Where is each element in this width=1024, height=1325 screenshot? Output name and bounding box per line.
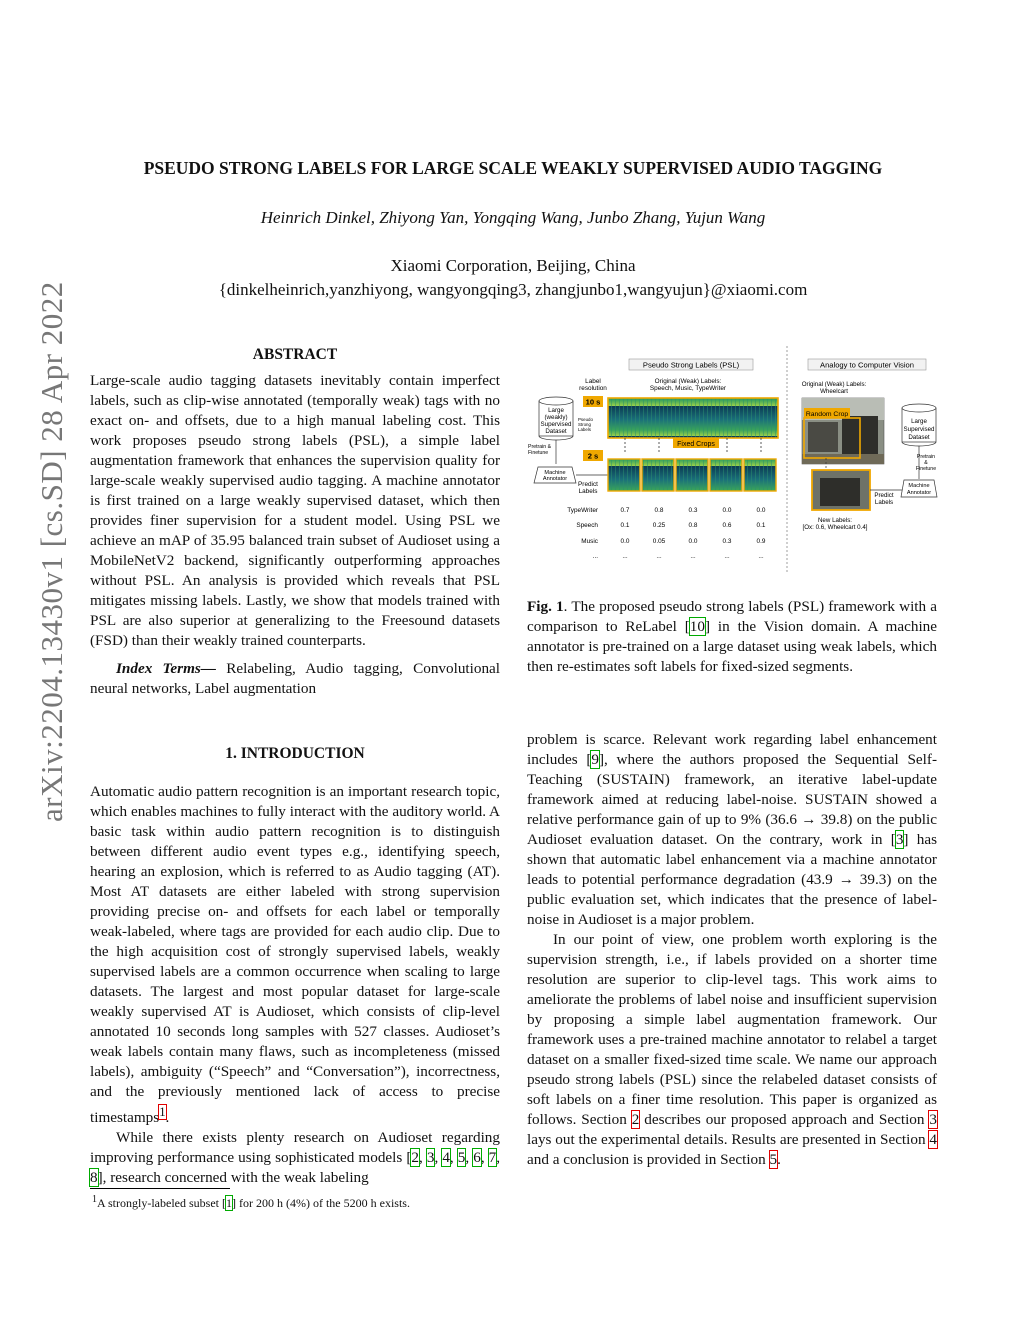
citation-link[interactable]: 9: [591, 751, 599, 768]
label-resolution-line-1: Label: [585, 378, 601, 385]
table-cell: 0.8: [688, 522, 698, 529]
table-cell: 0.1: [620, 522, 630, 529]
right-p2-a: In our point of view, one problem worth exploring is the supervision strength, i.e., if labels provided on a shorter time resolution are superior to clip-level tags. This work aims to ameliorate the problems of label noise and insufficient supervision by proposing a simple label augmentation framework. Our framework uses a pre-trained machine annotator to relabel a target dataset on a smaller fixed-sized time scale. We name our approach pseudo strong labels (PSL) since the relabeled dataset consists of soft labels on a finer time resolution. This paper is organized as follows. Section: [527, 931, 937, 1128]
new-labels-line-2: [Ox: 0.6, Wheelcart 0.4]: [802, 524, 868, 531]
right-p1-b: ], where the authors proposed the Sequential Self-Teaching (SUSTAIN) framework, an iterative label-update framework aimed at reducing label-noise. SUSTAIN showed a relative performance gain of up to 9% (36.6 → 39.8) on the public Audioset evaluation dataset. On the contrary, work in [: [527, 751, 938, 848]
pseudo-strong-line-1: Pseudo: [578, 417, 593, 422]
pretrain-left-line-2: Finetune: [528, 450, 549, 456]
index-terms: [90, 659, 500, 699]
right-column-body: [527, 730, 937, 1170]
paper-title: PSEUDO STRONG LABELS FOR LARGE SCALE WEAKLY SUPERVISED AUDIO TAGGING: [143, 158, 883, 178]
table-cell: 0.25: [652, 522, 666, 529]
section-link[interactable]: 2: [631, 1111, 640, 1128]
pretrain-left-line-1: Pretrain &: [528, 444, 552, 450]
citation-link[interactable]: 2: [411, 1149, 419, 1167]
soft-label-table: [567, 507, 766, 560]
arxiv-identifier: arXiv:2204.13430v1 [cs.SD] 28 Apr 2022: [34, 281, 69, 822]
citation-link[interactable]: 4: [442, 1149, 450, 1167]
abstract-body: [90, 371, 500, 699]
predict-left-line-2: Labels: [578, 488, 598, 495]
citation-link[interactable]: 8: [90, 1169, 98, 1187]
spectrogram-full: [608, 398, 778, 438]
table-cell: 0.3: [722, 538, 732, 545]
table-cell: ...: [690, 553, 696, 560]
authors: Heinrich Dinkel, Zhiyong Yan, Yongqing Wang, Junbo Zhang, Yujun Wang: [260, 208, 766, 227]
right-p2-d: and a conclusion is provided in Section: [527, 1151, 770, 1168]
table-cell: 0.0: [688, 538, 698, 545]
table-cell: ...: [758, 553, 764, 560]
table-cell: 0.7: [620, 507, 630, 514]
intro-body: [90, 782, 500, 1188]
predict-right-line-1: Predict: [874, 492, 894, 499]
table-row-label: Music: [581, 538, 598, 545]
footnote-link[interactable]: 1: [159, 1105, 166, 1119]
orig-labels-line-1: Original (Weak) Labels:: [654, 378, 722, 385]
pretrain-right-line-3: Finetune: [915, 466, 937, 472]
table-cell: ...: [724, 553, 730, 560]
predict-left-line-1: Predict: [578, 481, 598, 488]
section-link[interactable]: 5: [769, 1151, 778, 1168]
photo-crop: [812, 470, 870, 510]
citation-link[interactable]: 10: [689, 618, 705, 635]
psl-title: Pseudo Strong Labels (PSL): [642, 360, 740, 370]
footnote-rule: [90, 1188, 230, 1189]
citation-link[interactable]: 7: [488, 1149, 497, 1167]
table-cell: ...: [622, 553, 628, 560]
table-row-label: Speech: [576, 522, 598, 529]
large-dataset-line-3: Supervised: [540, 421, 572, 428]
section-link[interactable]: 3: [929, 1111, 937, 1128]
pretrain-right-line-2: &: [924, 460, 928, 466]
large-dataset-line-1: Large: [548, 407, 564, 414]
footnote: [92, 1194, 502, 1211]
machine-left-line-2: Annotator: [542, 476, 568, 482]
table-cell: 0.0: [756, 507, 766, 514]
machine-right-line-1: Machine: [908, 483, 930, 489]
machine-left-line-1: Machine: [544, 470, 566, 476]
caption-text-b: ] in the Vision domain. A machine annotator is pre-trained on a large dataset using weak labels, which then re-estimates soft labels for fixed-sized segments.: [527, 618, 937, 675]
table-cell: 0.9: [756, 538, 766, 545]
footnote-text-b: ] for 200 h (4%) of the 5200 h exists.: [231, 1196, 410, 1210]
citation-link[interactable]: 6: [473, 1149, 481, 1167]
pretrain-right-line-1: Pretrain: [916, 454, 936, 460]
orig-labels-line-2: Speech, Music, TypeWriter: [649, 385, 727, 392]
intro-p2-text-a: While there exists plenty research on Audioset regarding improving performance using sophisticated models [: [90, 1129, 500, 1167]
orig-cv-line-1: Original (Weak) Labels:: [801, 381, 867, 388]
citation-link[interactable]: 1: [225, 1196, 232, 1210]
new-labels-line-1: New Labels:: [817, 517, 853, 524]
affiliation: Xiaomi Corporation, Beijing, China: [390, 256, 636, 275]
emails: {dinkelheinrich,yanzhiyong, wangyongqing3, zhangjunbo1,wangyujun}@xiaomi.com: [218, 280, 808, 299]
intro-paragraph-1: [90, 782, 500, 1128]
intro-heading: 1. INTRODUCTION: [225, 745, 365, 762]
right-p1-a: problem is scarce. Relevant work regarding label enhancement includes [: [527, 731, 937, 768]
table-cell: 0.05: [652, 538, 666, 545]
spectrogram-crops: [608, 459, 776, 491]
caption-label: Fig. 1: [527, 598, 564, 615]
intro-p1-text: Automatic audio pattern recognition is an important research topic, which enables machines to fully interact with the auditory world. A basic task within audio pattern recognition is to distinguish between different audio event types e.g., identifying speech, hearing an explosion, which is referred to as Audio tagging (AT). Most AT datasets are either labeled with strong supervision providing precise on- and offsets for each label or temporally weak-labeled, where tags are provided for each audio clip. Due to the high acquisition cost of strongly supervised labels, weakly supervised labels are a common occurrence when scaling to large datasets. The largest and most popular dataset for large-scale weakly supervised AT is Audioset, which consists of clip-level annotated 10 seconds long samples with 527 classes. Audioset’s weak labels contain many flaws, such as incompleteness (missed labels), ambiguity (“Speech” and “Conversation”), incorrectness, and the previously mentioned lack of access to precise timestamps: [90, 783, 500, 1127]
right-paragraph-1: [527, 730, 937, 930]
table-cell: 0.0: [620, 538, 630, 545]
pseudo-strong-line-2: Strong: [578, 422, 591, 427]
footnote-mark: 1: [92, 1194, 97, 1205]
predict-right-line-2: Labels: [874, 499, 894, 506]
random-crop-label: Random Crop: [805, 411, 849, 418]
right-p2-c: lays out the experimental details. Results are presented in Section: [527, 1131, 930, 1148]
citation-link[interactable]: 5: [457, 1149, 466, 1167]
cv-title: Analogy to Computer Vision: [820, 360, 914, 370]
caption-text-a: . The proposed pseudo strong labels (PSL) framework with a comparison to ReLabel [: [527, 598, 938, 635]
right-p2-b: describes our proposed approach and Section: [639, 1111, 930, 1128]
figure-caption: [527, 597, 937, 677]
large-dataset-line-4: Dataset: [545, 428, 567, 435]
index-terms-text: Relabeling, Audio tagging, Convolutional neural networks, Label augmentation: [90, 660, 501, 697]
large-right-line-2: Supervised: [903, 426, 935, 433]
index-terms-label: Index Terms—: [116, 660, 216, 677]
intro-p1-end: .: [165, 1109, 170, 1127]
table-cell: 0.3: [688, 507, 698, 514]
citation-link[interactable]: 3: [895, 831, 904, 848]
table-cell: 0.1: [756, 522, 766, 529]
section-link[interactable]: 4: [929, 1131, 937, 1148]
abstract-heading: ABSTRACT: [252, 346, 338, 363]
fixed-crops-label: Fixed Crops: [677, 441, 715, 448]
footnote-text-a: A strongly-labeled subset [: [97, 1196, 226, 1210]
two-seconds-label: 2 s: [587, 451, 599, 461]
right-paragraph-2: [527, 930, 937, 1170]
large-dataset-line-2: (weakly): [544, 414, 568, 421]
table-cell: 0.8: [654, 507, 664, 514]
abstract-text: Large-scale audio tagging datasets inevitably contain imperfect labels, such as clip-wise annotated (temporally weak) tags with no exact on- and offsets, due to a high manual labeling cost. This work proposes pseudo strong labels (PSL), a simple label augmentation framework that enhances the supervision quality for large-scale weakly supervised audio tagging. A machine annotator is first trained on a large weakly supervised dataset, which then provides finer supervision for a student model. Using PSL we achieve an mAP of 35.95 balanced train subset of Audioset using a MobileNetV2 backend, significantly outperforming approaches without PSL. An analysis is provided which reveals that PSL mitigates missing labels. Lastly, we show that models trained with PSL are also superior at generalizing to the Freesound datasets (FSD) than their weakly trained counterparts.: [90, 372, 500, 649]
table-cell: 0.6: [722, 522, 732, 529]
right-p1-c: ] has shown that automatic label enhancement via a machine annotator leads to potential performance degradation (43.9 → 39.3) on the public evaluation set, which indicates that the presence of label-noise in Audioset is a major problem.: [527, 831, 937, 928]
pseudo-strong-line-3: Labels: [578, 427, 591, 432]
intro-paragraph-2: While there exists plenty research on Audioset regarding improving performance using sophisticated models [2, 3, 4, 5, 6, 7, 8], research concerned with the weak labeling: [90, 1129, 501, 1187]
ten-seconds-label: 10 s: [585, 397, 601, 407]
large-right-line-1: Large: [911, 418, 927, 425]
intro-p2-text-b: ], research concerned with the weak labeling: [97, 1169, 369, 1187]
table-cell: 0.0: [722, 507, 732, 514]
table-row-label: TypeWriter: [567, 507, 598, 514]
label-resolution-line-2: resolution: [579, 385, 607, 392]
photo-ox-wheelcart: [802, 398, 884, 464]
machine-right-line-2: Annotator: [906, 490, 932, 496]
orig-cv-line-2: Wheelcart: [820, 388, 848, 395]
right-p2-e: .: [777, 1151, 781, 1168]
large-right-line-3: Dataset: [908, 434, 930, 441]
table-row-label: ...: [592, 553, 598, 560]
figure-1: [526, 346, 938, 576]
citation-link[interactable]: 3: [426, 1149, 435, 1167]
table-cell: ...: [656, 553, 662, 560]
